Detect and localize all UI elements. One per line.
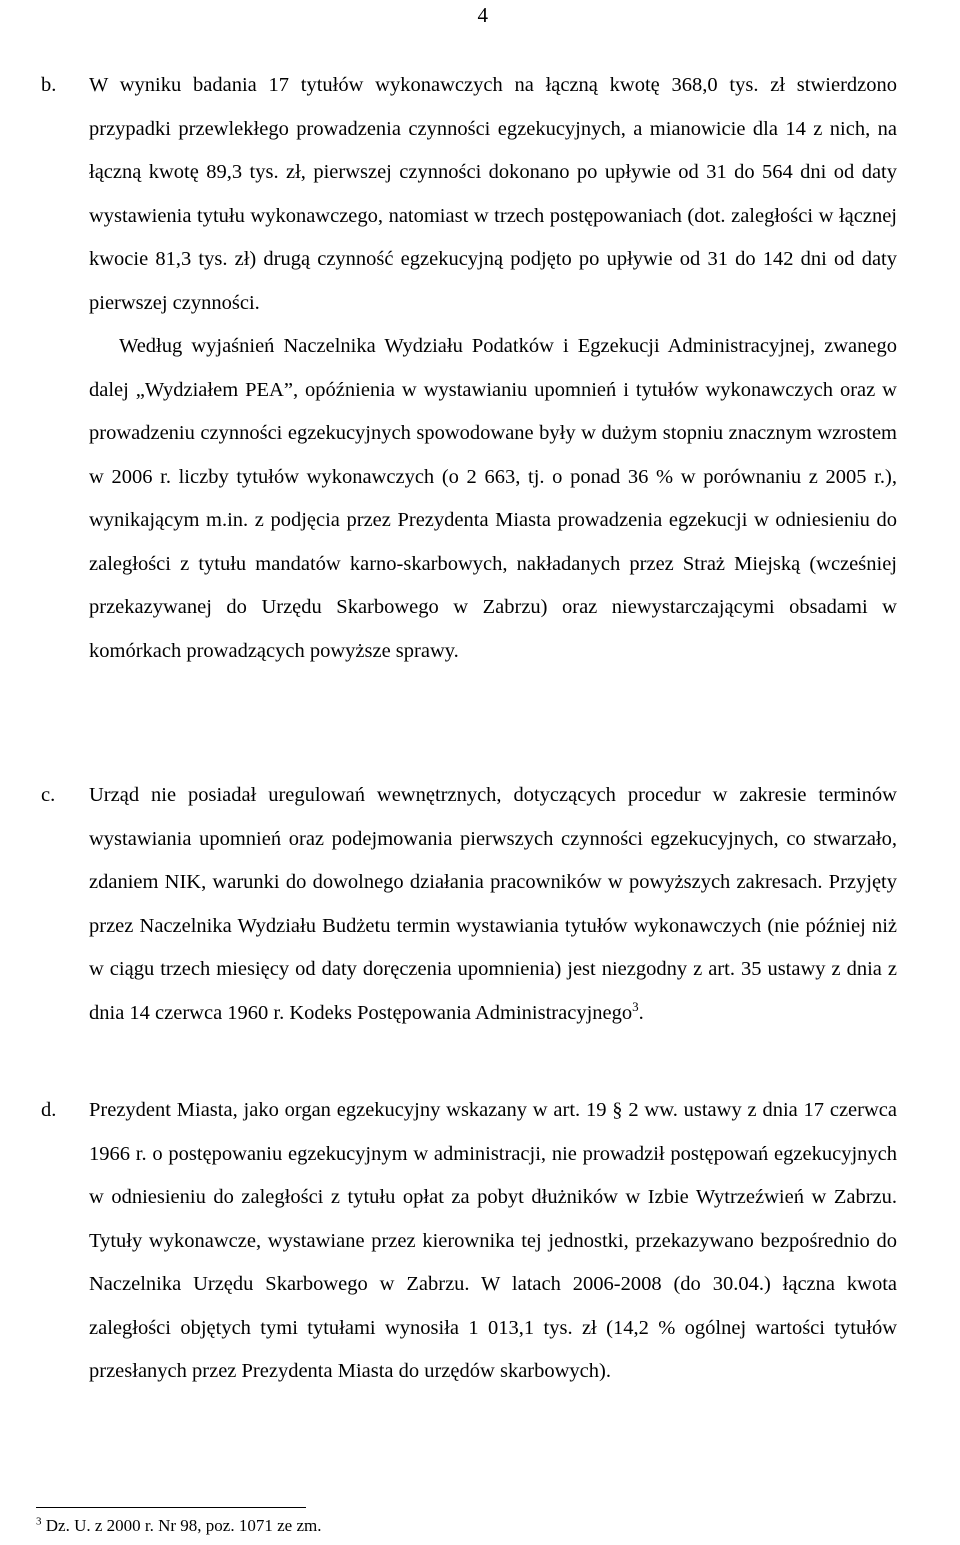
footnote-separator	[36, 1507, 306, 1508]
list-marker: d.	[41, 1099, 57, 1121]
paragraph-block	[89, 1089, 897, 1394]
list-marker: b.	[41, 74, 57, 96]
paragraph	[89, 774, 897, 1035]
list-item-c	[41, 774, 960, 1035]
footnote-number: 3	[36, 1515, 42, 1528]
paragraph-block	[89, 774, 897, 1035]
paragraph: Prezydent Miasta, jako organ egzekucyjny wskazany w art. 19 § 2 ww. ustawy z dnia 17 czerwca 1966 r. o postępowaniu egzekucyjnym w administracji, nie prowadził postępowań egzekucyjnych w odniesieniu do zaległości z tytułu opłat za pobyt dłużników w Izbie Wytrzeźwień w Zabrzu. Tytuły wykonawcze, wystawiane przez kierownika tej jednostki, przekazywano bezpośrednio do Naczelnika Urzędu Skarbowego w Zabrzu. W latach 2006-2008 (do 30.04.) łączna kwota zaległości objętych tymi tytułami wynosiła 1 013,1 tys. zł (14,2 % ogólnej wartości tytułów przesłanych przez Prezydenta Miasta do urzędów skarbowych).	[89, 1099, 897, 1382]
paragraph: Według wyjaśnień Naczelnika Wydziału Podatków i Egzekucji Administracyjnej, zwanego dalej „Wydziałem PEA”, opóźnienia w wystawianiu upomnień i tytułów wykonawczych oraz w prowadzeniu czynności egzekucyjnych spowodowane były w dużym stopniu znacznym wzrostem w 2006 r. liczby tytułów wykonawczych (o 2 663, tj. o ponad 36 % w porównaniu z 2005 r.), wynikającym m.in. z podjęcia przez Prezydenta Miasta prowadzenia egzekucji w odniesieniu do zaległości z tytułu mandatów karno-skarbowych, nakładanych przez Straż Miejską (wcześniej przekazywanej do Urzędu Skarbowego w Zabrzu) oraz niewystarczającymi obsadami w komórkach prowadzących powyższe sprawy.	[89, 335, 897, 662]
list-item-d	[41, 1089, 960, 1394]
paragraph-end: .	[638, 1001, 644, 1024]
footnote	[36, 1515, 321, 1537]
list-item-b	[41, 64, 960, 673]
footnote-text: Dz. U. z 2000 r. Nr 98, poz. 1071 ze zm.	[41, 1516, 322, 1535]
paragraph: W wyniku badania 17 tytułów wykonawczych na łączną kwotę 368,0 tys. zł stwierdzono przypadki przewlekłego prowadzenia czynności egzekucyjnych, a mianowicie dla 14 z nich, na łączną kwotę 89,3 tys. zł, pierwszej czynności dokonano po upływie od 31 do 564 dni od daty wystawienia tytułu wykonawczego, natomiast w trzech postępowaniach (dot. zaległości w łącznej kwocie 81,3 tys. zł) drugą czynność egzekucyjną podjęto po upływie od 31 do 142 dni od daty pierwszej czynności.	[89, 74, 897, 314]
paragraph-block	[89, 64, 897, 673]
paragraph-text: Urząd nie posiadał uregulowań wewnętrznych, dotyczących procedur w zakresie terminów wystawiania upomnień oraz podejmowania pierwszych czynności egzekucyjnych, co stwarzało, zdaniem NIK, warunki do dowolnego działania pracowników w powyższych zakresach. Przyjęty przez Naczelnika Wydziału Budżetu termin wystawiania tytułów wykonawczych (nie później niż w ciągu trzech miesięcy od daty doręczenia upomnienia) jest niezgodny z art. 35 ustawy z dnia z dnia 14 czerwca 1960 r. Kodeks Postępowania Administracyjnego	[89, 784, 897, 1024]
list-marker: c.	[41, 784, 56, 806]
footnote-ref: 3	[632, 998, 639, 1014]
page-number: 4	[477, 3, 488, 27]
